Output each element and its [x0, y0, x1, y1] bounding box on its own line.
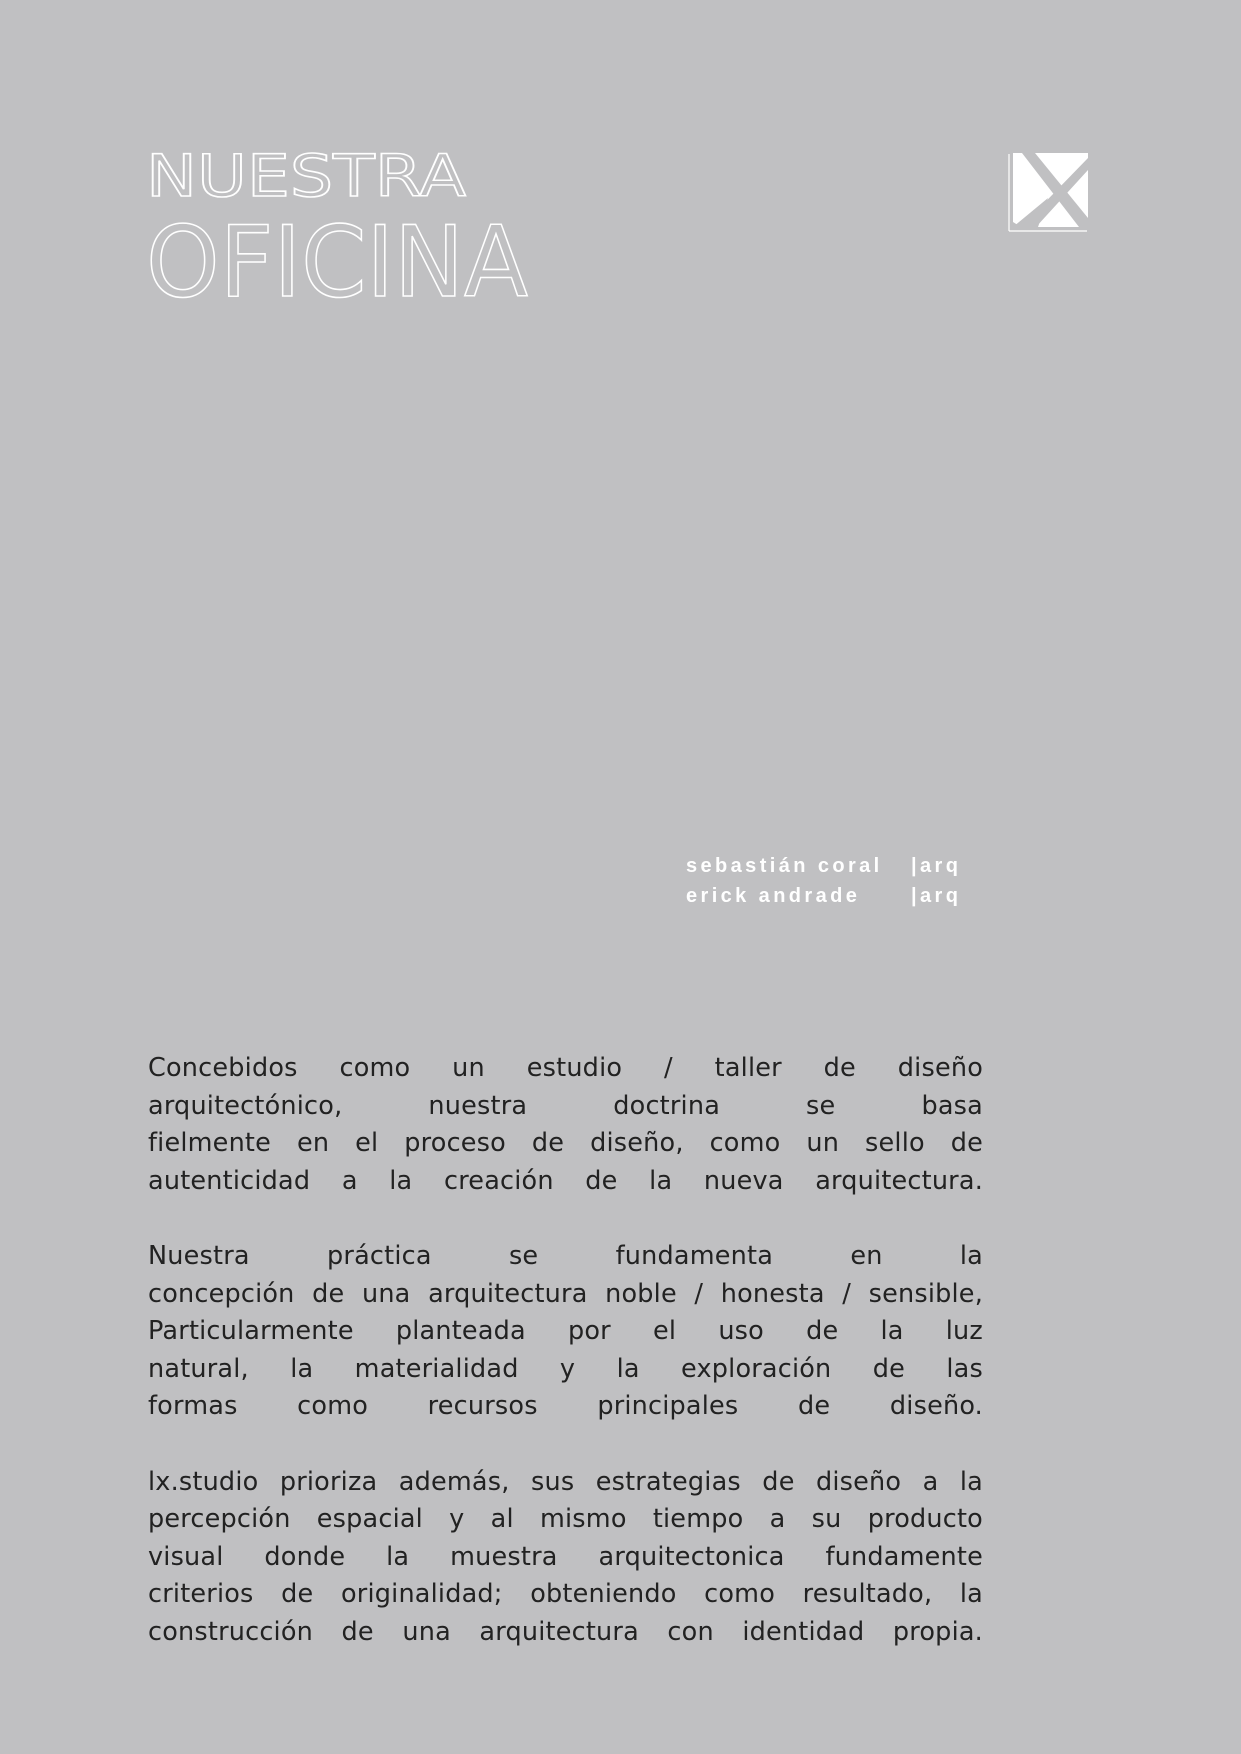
paragraph-1 — [148, 1050, 983, 1200]
page-title — [146, 142, 566, 320]
text-line: Particularmente planteada por el uso de la luz — [148, 1316, 983, 1347]
credit-name: sebastián coral — [686, 855, 883, 877]
credit-name: erick andrade — [686, 885, 861, 907]
text-line: criterios de originalidad; obteniendo como resultado, la — [148, 1579, 983, 1610]
text-line: autenticidad a la creación de la nueva arquitectura. — [148, 1165, 983, 1196]
paragraph-3 — [148, 1464, 983, 1652]
text-line: construcción de una arquitectura con identidad propia. — [148, 1616, 983, 1647]
text-line: concepción de una arquitectura noble / honesta / sensible, — [148, 1278, 983, 1309]
text-line: fielmente en el proceso de diseño, como un sello de — [148, 1128, 983, 1159]
text-line: Concebidos como un estudio / taller de diseño — [148, 1053, 983, 1083]
text-line: formas como recursos principales de diseño. — [148, 1391, 983, 1422]
lx-studio-logo-icon — [1008, 152, 1088, 232]
credit-row — [686, 881, 961, 911]
text-line: visual donde la muestra arquitectonica fundamente — [148, 1541, 983, 1572]
text-line: Nuestra práctica se fundamenta en la — [148, 1240, 983, 1271]
credit-title: |arq — [911, 855, 962, 877]
title-line-2 — [146, 206, 566, 320]
text-line: percepción espacial y al mismo tiempo a su producto — [148, 1504, 983, 1535]
title-line-1 — [146, 142, 546, 210]
text-line: lx.studio prioriza además, sus estrategias de diseño a la — [148, 1466, 983, 1497]
text-line: arquitectónico, nuestra doctrina se basa — [148, 1090, 983, 1121]
title-nuestra: NUESTRA — [146, 142, 467, 210]
text-line: natural, la materialidad y la exploración de las — [148, 1353, 983, 1384]
paragraph-2 — [148, 1238, 983, 1426]
credits — [686, 851, 961, 911]
credit-title: |arq — [911, 885, 962, 907]
body-text — [148, 1050, 983, 1689]
title-oficina: OFICINA — [146, 206, 528, 320]
credit-row — [686, 851, 961, 881]
